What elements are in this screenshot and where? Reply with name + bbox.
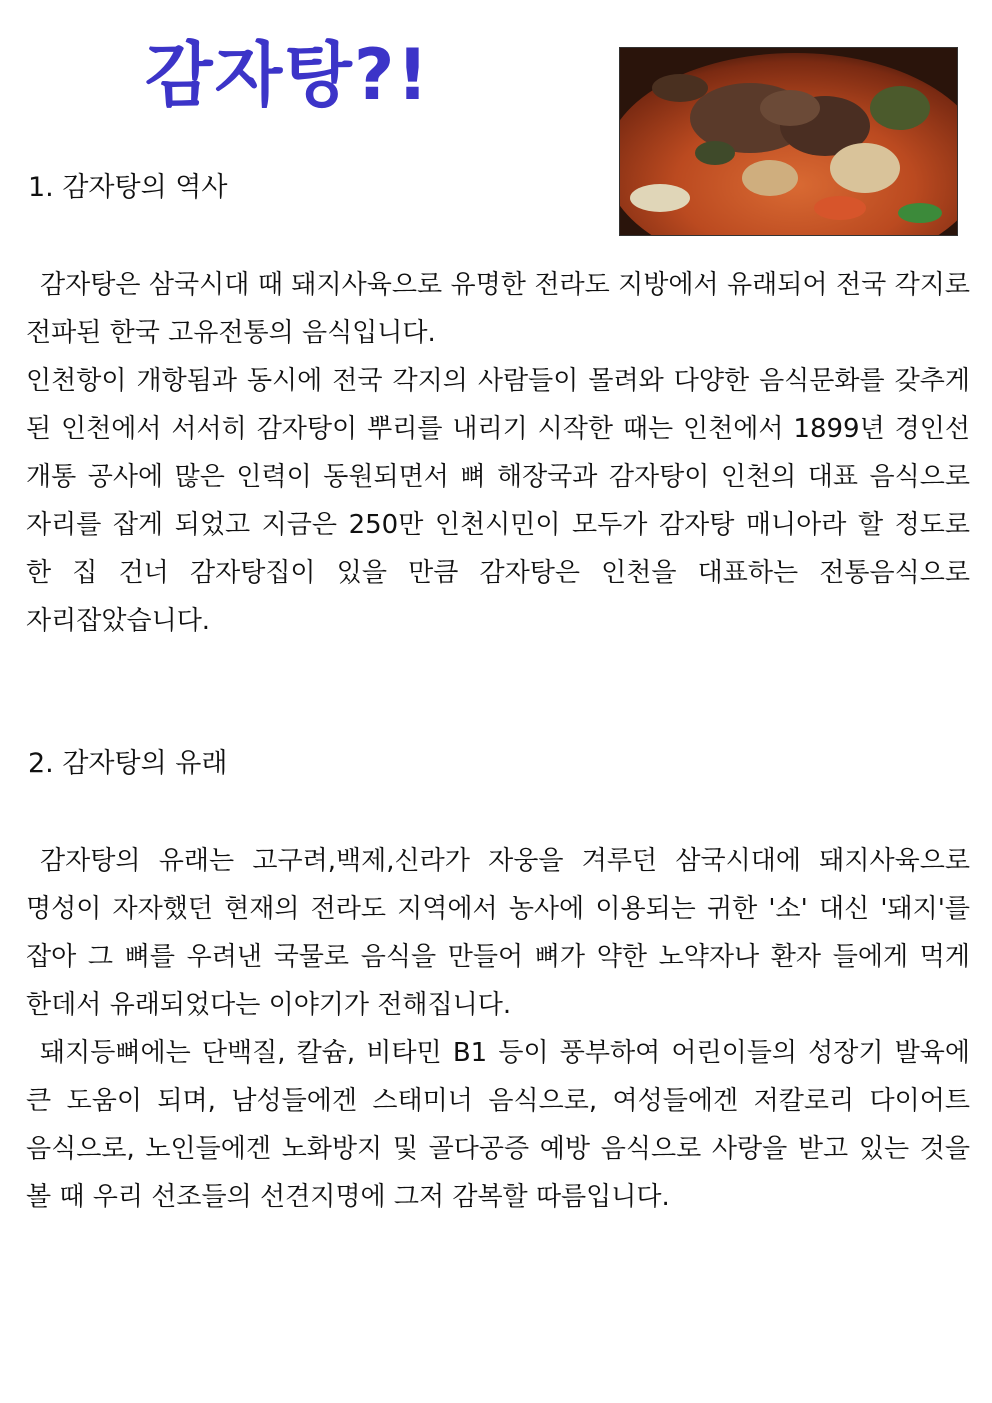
origin-paragraph-1: 감자탕의 유래는 고구려,백제,신라가 자웅을 겨루던 삼국시대에 돼지사육으로 명성이 자자했던 현재의 전라도 지역에서 농사에 이용되는 귀한 '소' 대신 '돼지'를 잡아 그 뼈를 우려낸 국물로 음식을 만들어 뼈가 약한 노약자나 환자 들에게 먹게 한데서 유래되었다는 이야기가 전해집니다. — [26, 846, 970, 1020]
gamjatang-photo — [619, 47, 958, 236]
section-history-body — [26, 261, 970, 645]
history-paragraph-2: 인천항이 개항됨과 동시에 전국 각지의 사람들이 몰려와 다양한 음식문화를 갖추게 된 인천에서 서서히 감자탕이 뿌리를 내리기 시작한 때는 인천에서 1899년 경인선 개통 공사에 많은 인력이 동원되면서 뼈 해장국과 감자탕이 인천의 대표 음식으로 자리를 잡게 되었고 지금은 250만 인천시민이 모두가 감자탕 매니아라 할 정도로 한 집 건너 감자탕집이 있을 만큼 감자탕은 인천을 대표하는 전통음식으로 자리잡았습니다. — [26, 366, 970, 636]
section-heading-origin: 2. 감자탕의 유래 — [28, 748, 228, 779]
origin-paragraph-2: 돼지등뼈에는 단백질, 칼슘, 비타민 B1 등이 풍부하여 어린이들의 성장기 발육에 큰 도움이 되며, 남성들에겐 스태미너 음식으로, 여성들에겐 저칼로리 다이어트 음식으로, 노인들에겐 노화방지 및 골다공증 예방 음식으로 사랑을 받고 있는 것을 볼 때 우리 선조들의 선견지명에 그저 감복할 따름입니다. — [26, 1038, 970, 1212]
history-paragraph-1: 감자탕은 삼국시대 때 돼지사육으로 유명한 전라도 지방에서 유래되어 전국 각지로 전파된 한국 고유전통의 음식입니다. — [26, 270, 970, 348]
section-heading-history: 1. 감자탕의 역사 — [28, 172, 228, 203]
stew-illustration — [620, 48, 957, 235]
section-origin-body — [26, 837, 970, 1221]
page-title: 감자탕?! — [145, 34, 431, 116]
